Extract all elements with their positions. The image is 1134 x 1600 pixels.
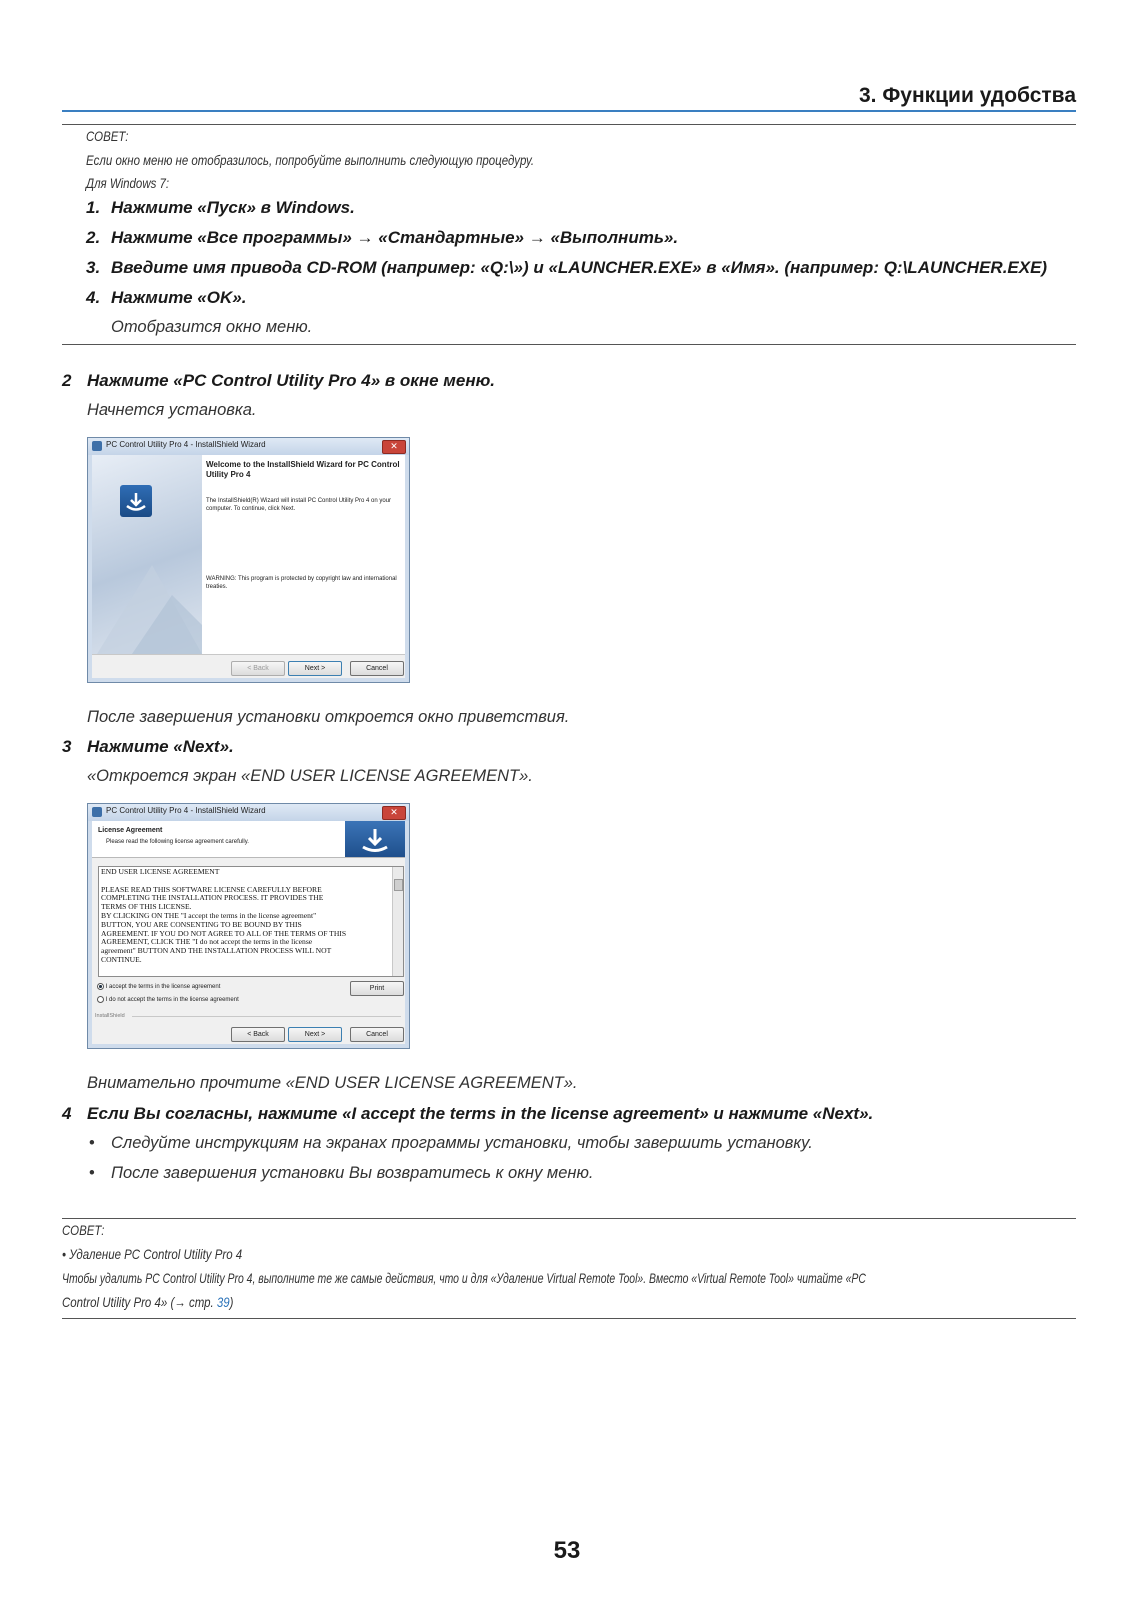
- license-line: AGREEMENT. IF YOU DO NOT AGREE TO ALL OF THE TERMS OF THIS: [101, 928, 347, 938]
- dialog-titlebar: [88, 438, 409, 455]
- page-number: 53: [553, 1537, 581, 1564]
- tip2-label: СОВЕТ:: [62, 1222, 105, 1238]
- bullet-item: • После завершения установки Вы возвратитесь к окну меню.: [89, 1164, 594, 1182]
- tip-text: Если окно меню не отобразилось, попробуйте выполнить следующую процедуру.: [86, 152, 535, 168]
- license-line: END USER LICENSE AGREEMENT: [101, 867, 220, 876]
- license-header: [92, 821, 405, 857]
- wizard-warning-text: WARNING: This program is protected by copyright law and international treaties.: [206, 576, 397, 590]
- dialog-title: PC Control Utility Pro 4 - InstallShield Wizard: [106, 440, 266, 449]
- next-button[interactable]: Next >: [288, 661, 342, 676]
- note-after-install: После завершения установки откроется окно приветствия.: [87, 708, 570, 726]
- tip-bottom-rule: [62, 344, 1076, 345]
- sub-step-4: 4. Нажмите «OK».: [86, 288, 247, 307]
- sub-step-1: 1. Нажмите «Пуск» в Windows.: [86, 198, 355, 217]
- step-4: 4 Если Вы согласны, нажмите «I accept the terms in the license agreement» и нажмите «Next».: [62, 1104, 874, 1123]
- installer-icon: [92, 807, 102, 817]
- wizard-content: [202, 455, 405, 654]
- installshield-license-dialog: [87, 803, 410, 1049]
- back-button[interactable]: < Back: [231, 1027, 285, 1042]
- step-3-note: «Откроется экран «END USER LICENSE AGREEMENT».: [87, 767, 533, 785]
- close-icon[interactable]: ✕: [382, 806, 406, 820]
- wizard-body-text: The InstallShield(R) Wizard will install PC Control Utility Pro 4 on your computer. To continue, click Next.: [206, 498, 392, 512]
- accept-label: I accept the terms in the license agreement: [105, 984, 221, 991]
- license-line: BY CLICKING ON THE "I accept the terms in the license agreement": [101, 910, 317, 920]
- installshield-logo-icon: [345, 821, 405, 857]
- license-line: agreement" BUTTON AND THE INSTALLATION PROCESS WILL NOT: [101, 946, 332, 956]
- step-2-note: Начнется установка.: [87, 401, 257, 419]
- dialog-body: [92, 455, 405, 678]
- scrollbar-thumb[interactable]: [394, 879, 403, 891]
- license-subheading: Please read the following license agreement carefully.: [106, 839, 249, 845]
- dialog-titlebar: [88, 804, 409, 821]
- decline-radio[interactable]: [97, 996, 239, 1003]
- license-line: PLEASE READ THIS SOFTWARE LICENSE CAREFULLY BEFORE: [101, 884, 322, 894]
- next-button[interactable]: Next >: [288, 1027, 342, 1042]
- sub-step-2: 2. Нажмите «Все программы» → «Стандартные» → «Выполнить».: [86, 228, 679, 247]
- dialog-body: [92, 821, 405, 1044]
- tip2-text-cont: Control Utility Pro 4» (→ стр. 39): [62, 1294, 234, 1310]
- installshield-welcome-dialog: [87, 437, 410, 683]
- license-line: CONTINUE.: [101, 954, 142, 964]
- license-text: [101, 868, 346, 965]
- installshield-label: InstallShield: [95, 1013, 125, 1019]
- license-text-box[interactable]: [98, 866, 404, 977]
- license-line: TERMS OF THIS LICENSE.: [101, 902, 192, 912]
- note-read-license: Внимательно прочтите «END USER LICENSE AGREEMENT».: [87, 1074, 578, 1092]
- sub-step-3: 3. Введите имя привода CD-ROM (например: «Q:\») и «LAUNCHER.EXE» в «Имя». (например: Q:\LAUNCHER.EXE): [86, 258, 1048, 277]
- print-button[interactable]: Print: [350, 981, 404, 996]
- tip-top-rule: [62, 124, 1076, 125]
- installshield-logo-icon: [120, 485, 152, 517]
- tip2-text: Чтобы удалить PC Control Utility Pro 4, выполните те же самые действия, что и для «Удаление Virtual Remote Tool». Вместо «Virtual Remote Tool» читайте «PC: [62, 1270, 866, 1286]
- installer-icon: [92, 441, 102, 451]
- license-scrollbar[interactable]: [392, 867, 403, 976]
- radio-unselected-icon: [97, 996, 104, 1003]
- dialog-title: PC Control Utility Pro 4 - InstallShield Wizard: [106, 806, 266, 815]
- cancel-button[interactable]: Cancel: [350, 1027, 404, 1042]
- accept-radio[interactable]: [97, 983, 220, 990]
- tip-text-windows7: Для Windows 7:: [86, 175, 170, 191]
- cancel-button[interactable]: Cancel: [350, 661, 404, 676]
- page-link[interactable]: 39: [216, 1294, 230, 1310]
- tip2-top-rule: [62, 1218, 1076, 1219]
- wizard-side-panel: [92, 455, 202, 654]
- sub-note: Отобразится окно меню.: [111, 318, 313, 336]
- tip2-title: • Удаление PC Control Utility Pro 4: [62, 1246, 243, 1262]
- tip-label: СОВЕТ:: [86, 128, 129, 144]
- license-heading: License Agreement: [98, 827, 163, 834]
- license-line: AGREEMENT, CLICK THE "I do not accept the terms in the license: [101, 937, 313, 947]
- decline-label: I do not accept the terms in the license agreement: [105, 997, 239, 1004]
- back-button[interactable]: < Back: [231, 661, 285, 676]
- radio-selected-icon: [97, 983, 104, 990]
- close-icon[interactable]: ✕: [382, 440, 406, 454]
- bullet-item: • Следуйте инструкциям на экранах программы установки, чтобы завершить установку.: [89, 1134, 813, 1152]
- wizard-heading: Welcome to the InstallShield Wizard for PC Control Utility Pro 4: [206, 460, 400, 479]
- step-3: 3 Нажмите «Next».: [62, 737, 234, 756]
- step-2: 2 Нажмите «PC Control Utility Pro 4» в окне меню.: [62, 371, 496, 390]
- header-rule: [62, 110, 1076, 112]
- license-line: BUTTON, YOU ARE CONSENTING TO BE BOUND BY THIS: [101, 919, 302, 929]
- license-line: COMPLETING THE INSTALLATION PROCESS. IT PROVIDES THE: [101, 893, 324, 903]
- wizard-divider: [92, 654, 405, 655]
- tip2-bottom-rule: [62, 1318, 1076, 1319]
- section-title: 3. Функции удобства: [859, 84, 1076, 107]
